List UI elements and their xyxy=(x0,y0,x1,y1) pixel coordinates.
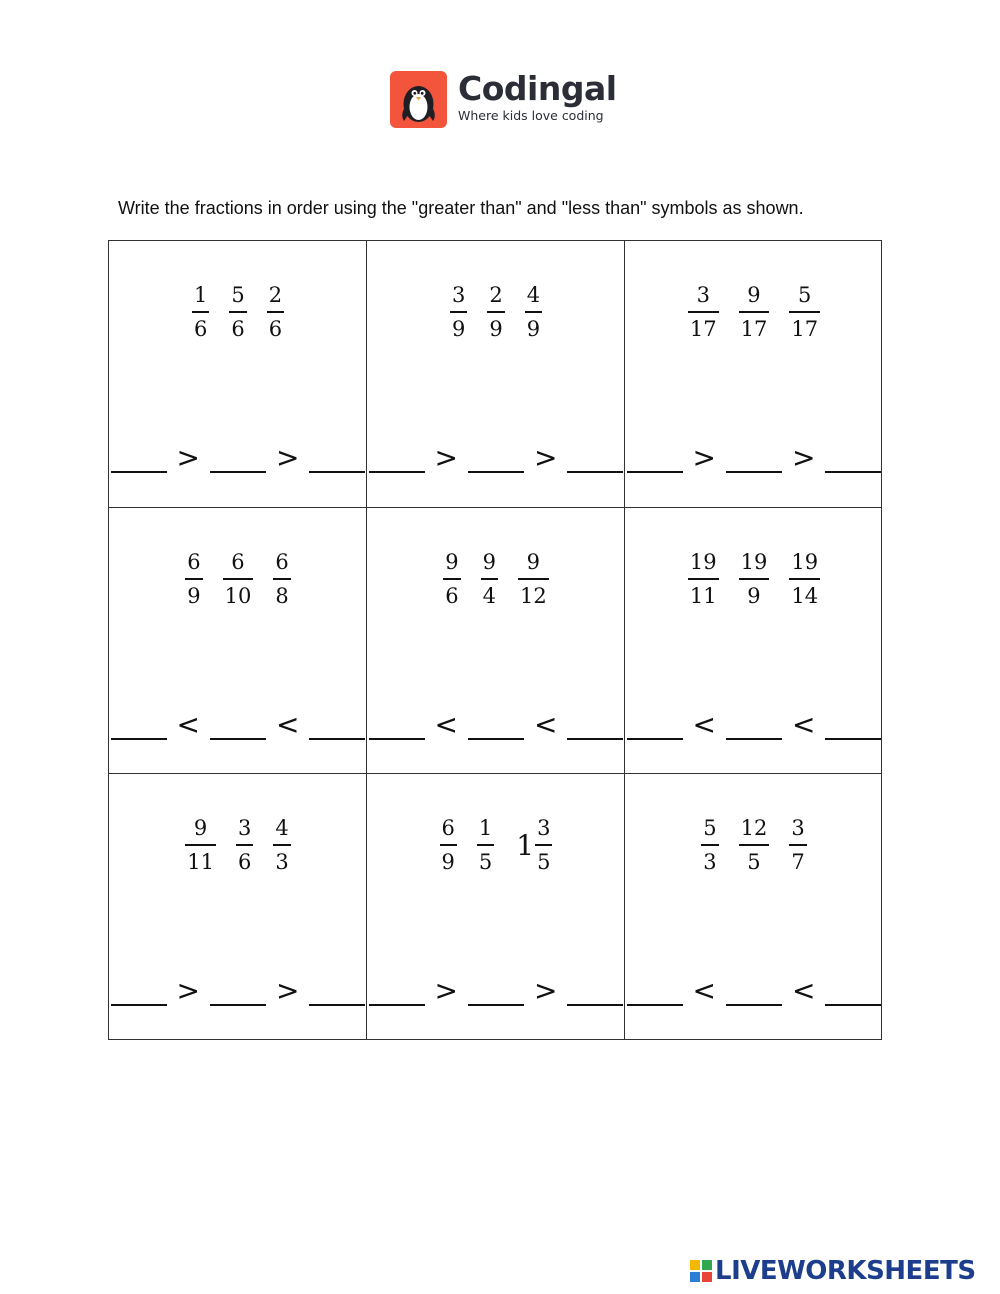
denominator: 14 xyxy=(791,583,819,608)
comparison-symbol: > xyxy=(434,441,458,474)
fraction-bar xyxy=(192,311,209,313)
problem-cell xyxy=(367,508,625,775)
fraction xyxy=(527,281,540,343)
numerator: 1 xyxy=(193,283,208,307)
answer-blank[interactable] xyxy=(111,978,167,1006)
answer-blank[interactable] xyxy=(468,978,524,1006)
comparison-symbol: > xyxy=(692,441,716,474)
answer-blank[interactable] xyxy=(369,712,425,740)
numerator: 5 xyxy=(703,816,717,841)
fraction xyxy=(520,548,547,610)
denominator: 5 xyxy=(537,850,551,875)
numerator: 3 xyxy=(451,283,466,307)
fraction xyxy=(187,548,200,610)
fraction-bar xyxy=(525,311,542,313)
liveworksheets-footer xyxy=(690,1256,976,1286)
fraction-bar xyxy=(236,844,253,846)
answer-row xyxy=(367,976,625,1006)
fraction-bar xyxy=(267,311,284,313)
denominator: 6 xyxy=(445,583,459,608)
denominator: 17 xyxy=(689,317,717,341)
comparison-symbol: > xyxy=(434,974,458,1008)
numerator: 3 xyxy=(791,816,805,841)
fraction xyxy=(537,814,550,876)
denominator: 5 xyxy=(747,850,761,875)
liveworksheets-logo-icon xyxy=(690,1260,712,1282)
comparison-symbol: < xyxy=(792,974,816,1008)
denominator: 3 xyxy=(703,850,717,875)
answer-blank[interactable] xyxy=(825,445,881,473)
problem-cell xyxy=(367,241,625,508)
brand-tagline: Where kids love coding xyxy=(458,108,604,123)
comparison-symbol: < xyxy=(692,707,716,741)
fraction-bar xyxy=(518,578,549,580)
comparison-symbol: < xyxy=(276,707,300,741)
numerator: 2 xyxy=(489,283,503,307)
fraction xyxy=(703,814,716,876)
problem-cell xyxy=(109,774,367,1041)
numerator: 9 xyxy=(193,816,208,841)
numerator: 4 xyxy=(526,283,541,307)
fraction xyxy=(690,548,717,610)
problem-cell xyxy=(625,241,883,508)
answer-blank[interactable] xyxy=(111,712,167,740)
numerator: 19 xyxy=(689,549,717,574)
fraction-set xyxy=(367,281,625,343)
fraction-bar xyxy=(481,578,498,580)
fraction xyxy=(479,814,492,876)
comparison-symbol: < xyxy=(534,707,558,741)
comparison-symbol: > xyxy=(276,974,300,1008)
answer-row xyxy=(109,976,367,1006)
fraction xyxy=(238,814,251,876)
answer-blank[interactable] xyxy=(567,712,623,740)
numerator: 9 xyxy=(526,549,541,574)
answer-row xyxy=(109,707,367,741)
fraction-bar xyxy=(477,844,494,846)
fraction xyxy=(442,814,455,876)
answer-blank[interactable] xyxy=(726,445,782,473)
fraction xyxy=(791,281,818,343)
fraction xyxy=(445,548,458,610)
answer-blank[interactable] xyxy=(309,445,365,473)
denominator: 9 xyxy=(747,583,761,608)
fraction-bar xyxy=(739,844,770,846)
fraction-set xyxy=(625,814,883,876)
denominator: 9 xyxy=(526,317,541,341)
denominator: 12 xyxy=(520,583,547,608)
numerator: 19 xyxy=(791,549,819,574)
fraction-set xyxy=(367,814,625,876)
problem-cell xyxy=(625,774,883,1041)
denominator: 11 xyxy=(689,583,717,608)
comparison-symbol: < xyxy=(692,974,716,1008)
fraction xyxy=(269,281,282,343)
fraction-bar xyxy=(223,578,254,580)
answer-blank[interactable] xyxy=(726,712,782,740)
denominator: 5 xyxy=(478,850,493,875)
worksheet-grid xyxy=(108,240,882,1040)
numerator: 3 xyxy=(237,816,252,841)
fraction-set xyxy=(109,548,367,610)
numerator: 3 xyxy=(696,283,710,307)
comparison-symbol: > xyxy=(792,441,816,474)
fraction xyxy=(741,281,768,343)
numerator: 4 xyxy=(275,816,289,841)
fraction xyxy=(690,281,717,343)
numerator: 12 xyxy=(740,816,768,841)
fraction-bar xyxy=(535,844,552,846)
liveworksheets-wordmark: LIVEWORKSHEETS xyxy=(715,1256,976,1286)
answer-blank[interactable] xyxy=(627,978,683,1006)
problem-cell xyxy=(109,241,367,508)
fraction-bar xyxy=(789,578,820,580)
fraction xyxy=(275,814,288,876)
fraction-bar xyxy=(450,311,467,313)
penguin-icon xyxy=(390,71,447,128)
answer-blank[interactable] xyxy=(627,712,683,740)
fraction xyxy=(489,281,502,343)
answer-blank[interactable] xyxy=(369,445,425,473)
fraction-bar xyxy=(440,844,457,846)
answer-blank[interactable] xyxy=(309,712,365,740)
answer-blank[interactable] xyxy=(468,445,524,473)
fraction-bar xyxy=(487,311,504,313)
fraction-bar xyxy=(185,844,216,846)
answer-blank[interactable] xyxy=(210,445,266,473)
fraction-bar xyxy=(273,844,290,846)
fraction xyxy=(741,548,768,610)
numerator: 9 xyxy=(482,549,496,574)
answer-blank[interactable] xyxy=(567,978,623,1006)
fraction xyxy=(452,281,465,343)
denominator: 17 xyxy=(740,317,768,341)
denominator: 9 xyxy=(489,317,503,341)
comparison-symbol: < xyxy=(176,707,200,741)
comparison-symbol: > xyxy=(176,974,200,1008)
numerator: 19 xyxy=(740,549,768,574)
answer-blank[interactable] xyxy=(567,445,623,473)
denominator: 9 xyxy=(441,850,455,875)
fraction-bar xyxy=(701,844,718,846)
answer-row xyxy=(109,443,367,473)
fraction-bar xyxy=(688,578,719,580)
answer-blank[interactable] xyxy=(210,978,266,1006)
denominator: 3 xyxy=(275,850,289,875)
numerator: 6 xyxy=(187,549,201,574)
denominator: 6 xyxy=(237,850,252,875)
numerator: 6 xyxy=(231,549,245,574)
denominator: 6 xyxy=(231,317,245,341)
fraction xyxy=(194,281,207,343)
fraction-set xyxy=(109,814,367,876)
answer-blank[interactable] xyxy=(825,978,881,1006)
answer-blank[interactable] xyxy=(111,445,167,473)
comparison-symbol: > xyxy=(276,441,300,474)
fraction-set xyxy=(625,548,883,610)
numerator: 9 xyxy=(747,283,761,307)
fraction xyxy=(225,548,252,610)
fraction xyxy=(187,814,214,876)
answer-blank[interactable] xyxy=(468,712,524,740)
answer-blank[interactable] xyxy=(825,712,881,740)
problem-cell xyxy=(109,508,367,775)
fraction-set xyxy=(625,281,883,343)
fraction-bar xyxy=(229,311,246,313)
numerator: 3 xyxy=(537,816,551,841)
fraction-bar xyxy=(185,578,202,580)
fraction-bar xyxy=(739,578,770,580)
numerator: 9 xyxy=(445,549,459,574)
denominator: 11 xyxy=(187,850,214,875)
answer-blank[interactable] xyxy=(726,978,782,1006)
answer-row xyxy=(625,443,883,473)
numerator: 5 xyxy=(231,283,245,307)
fraction-bar xyxy=(688,311,719,313)
denominator: 17 xyxy=(791,317,819,341)
fraction-bar xyxy=(273,578,290,580)
fraction xyxy=(275,548,288,610)
codingal-logo xyxy=(390,71,617,128)
denominator: 6 xyxy=(193,317,208,341)
answer-row xyxy=(625,976,883,1006)
answer-blank[interactable] xyxy=(210,712,266,740)
denominator: 7 xyxy=(791,850,805,875)
answer-row xyxy=(625,707,883,741)
fraction xyxy=(231,281,244,343)
numerator: 6 xyxy=(441,816,455,841)
fraction-bar xyxy=(789,311,820,313)
denominator: 6 xyxy=(268,317,283,341)
denominator: 4 xyxy=(482,583,496,608)
whole-number: 1 xyxy=(516,828,535,862)
numerator: 1 xyxy=(478,816,493,841)
fraction-bar xyxy=(739,311,770,313)
fraction-bar xyxy=(789,844,806,846)
comparison-symbol: < xyxy=(792,707,816,741)
fraction-bar xyxy=(443,578,460,580)
fraction-set xyxy=(367,548,625,610)
fraction xyxy=(741,814,768,876)
instructions-text: Write the fractions in order using the "greater than" and "less than" symbols as shown. xyxy=(118,198,804,218)
comparison-symbol: < xyxy=(434,707,458,741)
fraction-set xyxy=(109,281,367,343)
comparison-symbol: > xyxy=(534,441,558,474)
brand-name: Codingal xyxy=(458,69,617,108)
numerator: 5 xyxy=(798,283,812,307)
comparison-symbol: > xyxy=(176,441,200,474)
answer-row xyxy=(367,707,625,741)
answer-blank[interactable] xyxy=(309,978,365,1006)
denominator: 9 xyxy=(451,317,466,341)
answer-row xyxy=(367,443,625,473)
comparison-symbol: > xyxy=(534,974,558,1008)
answer-blank[interactable] xyxy=(627,445,683,473)
fraction xyxy=(791,548,818,610)
fraction xyxy=(483,548,496,610)
answer-blank[interactable] xyxy=(369,978,425,1006)
numerator: 6 xyxy=(275,549,289,574)
denominator: 9 xyxy=(187,583,201,608)
problem-cell xyxy=(625,508,883,775)
mixed-number xyxy=(516,814,550,876)
fraction xyxy=(791,814,804,876)
denominator: 10 xyxy=(224,583,252,608)
numerator: 2 xyxy=(268,283,283,307)
denominator: 8 xyxy=(275,583,289,608)
problem-cell xyxy=(367,774,625,1041)
